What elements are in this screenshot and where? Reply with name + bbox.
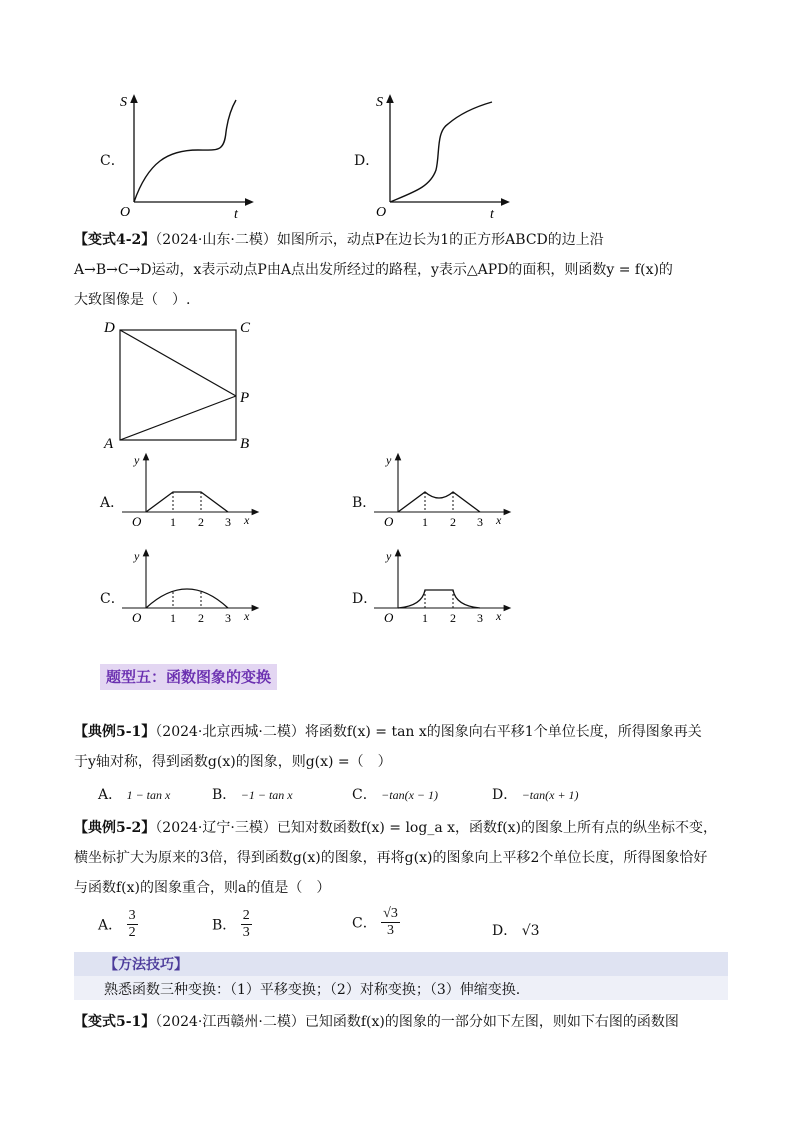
graph-c-s-t (118, 92, 258, 222)
tick-3: 3 (225, 515, 231, 529)
y-axis-label: y (134, 549, 140, 563)
tick-1: 1 (422, 611, 428, 625)
graph-option-c (118, 548, 268, 628)
variant-source: （2024·江西赣州·二模） (155, 1014, 305, 1030)
example-5-2-option-c: C． $\frac{√3}{3}$ (352, 906, 398, 938)
section-title: 题型五：函数图象的变换 (100, 664, 277, 690)
tick-1: 1 (170, 515, 176, 529)
example-5-2-line1 (74, 818, 717, 838)
origin-label: O (384, 610, 394, 625)
variant-4-2-line2: A→B→C→D运动，x表示动点P由A点出发所经过的路程，y表示△APD的面积，则函数y = f(x)的 (74, 262, 673, 278)
example-5-2-option-b: B． $\frac{2}{3}$ (212, 908, 250, 940)
y-axis-label: y (134, 453, 140, 467)
example-source: （2024·辽宁·三模） (155, 820, 277, 836)
graph-d-s-t (374, 92, 514, 222)
tick-2: 2 (198, 611, 204, 625)
example-source: （2024·北京西城·二模） (155, 724, 305, 740)
variant-text: 已知函数f(x)的图象的一部分如下左图，则如下右图的函数图 (304, 1014, 679, 1030)
option-d-label: D． (354, 153, 380, 169)
option-b-label: B． (352, 495, 377, 511)
y-axis-label: y (386, 453, 392, 467)
example-5-1-line2: 于y轴对称，得到函数g(x)的图象，则g(x) =（ ） (74, 754, 392, 770)
tips-title: 【方法技巧】 (104, 957, 188, 973)
variant-4-2-line1 (74, 230, 604, 250)
tick-1: 1 (170, 611, 176, 625)
x-axis-label: x (244, 513, 250, 527)
example-5-2-option-d: D． √3 (492, 923, 540, 939)
t-axis-label: t (234, 207, 238, 222)
graph-option-a (118, 452, 268, 532)
variant-source: （2024·山东·二模） (155, 232, 277, 248)
vertex-a-label: A (104, 436, 114, 452)
example-text: 已知对数函数f(x) = log_a x，函数f(x)的图象上所有点的纵坐标不变， (276, 820, 718, 836)
option-c-label: C． (100, 153, 125, 169)
t-axis-label: t (490, 207, 494, 222)
tick-3: 3 (477, 515, 483, 529)
example-5-2-line2: 横坐标扩大为原来的3倍，得到函数g(x)的图象，再将g(x)的图象向上平移2个单位长度，所得图象恰好 (74, 850, 708, 866)
tick-1: 1 (422, 515, 428, 529)
origin-label: O (384, 514, 394, 529)
vertex-b-label: B (240, 436, 250, 452)
variant-tag: 【变式5-1】 (74, 1014, 156, 1030)
option-d-label: D． (352, 591, 378, 607)
option-c-label: C． (100, 591, 125, 607)
example-5-1-option-b: B． −1 − tan x (212, 787, 293, 803)
origin-label: O (120, 205, 131, 220)
example-text: 将函数f(x) = tan x的图象向右平移1个单位长度，所得图象再关 (304, 724, 702, 740)
example-tag: 【典例5-1】 (74, 724, 156, 740)
variant-tag: 【变式4-2】 (74, 232, 156, 248)
s-axis-label: S (120, 95, 127, 110)
tick-3: 3 (225, 611, 231, 625)
vertex-d-label: D (104, 320, 115, 336)
example-5-2-line3: 与函数f(x)的图象重合，则a的值是（ ） (74, 880, 331, 896)
y-axis-label: y (386, 549, 392, 563)
s-axis-label: S (376, 95, 383, 110)
tick-2: 2 (198, 515, 204, 529)
point-p-label: P (240, 390, 250, 406)
example-5-1-option-a: A． 1 − tan x (98, 787, 171, 803)
graph-option-d (370, 548, 520, 628)
tick-2: 2 (450, 515, 456, 529)
x-axis-label: x (244, 609, 250, 623)
square-abcd-figure (100, 318, 270, 454)
option-a-label: A． (100, 495, 125, 511)
x-axis-label: x (496, 513, 502, 527)
vertex-c-label: C (240, 320, 251, 336)
origin-label: O (132, 610, 142, 625)
example-tag: 【典例5-2】 (74, 820, 156, 836)
variant-text: 如图所示，动点P在边长为1的正方形ABCD的边上沿 (276, 232, 604, 248)
example-5-1-line1 (74, 722, 702, 742)
variant-5-1-line1 (74, 1012, 679, 1032)
tick-2: 2 (450, 611, 456, 625)
tips-text: 熟悉函数三种变换：（1）平移变换；（2）对称变换；（3）伸缩变换. (104, 982, 521, 998)
origin-label: O (132, 514, 142, 529)
graph-option-b (370, 452, 520, 532)
example-5-1-option-c: C． −tan(x − 1) (352, 787, 439, 803)
x-axis-label: x (496, 609, 502, 623)
variant-4-2-line3: 大致图像是（ ）. (74, 292, 191, 308)
tick-3: 3 (477, 611, 483, 625)
example-5-1-option-d: D． −tan(x + 1) (492, 787, 579, 803)
example-5-2-option-a: A． $\frac{3}{2}$ (98, 908, 136, 940)
origin-label: O (376, 205, 387, 220)
